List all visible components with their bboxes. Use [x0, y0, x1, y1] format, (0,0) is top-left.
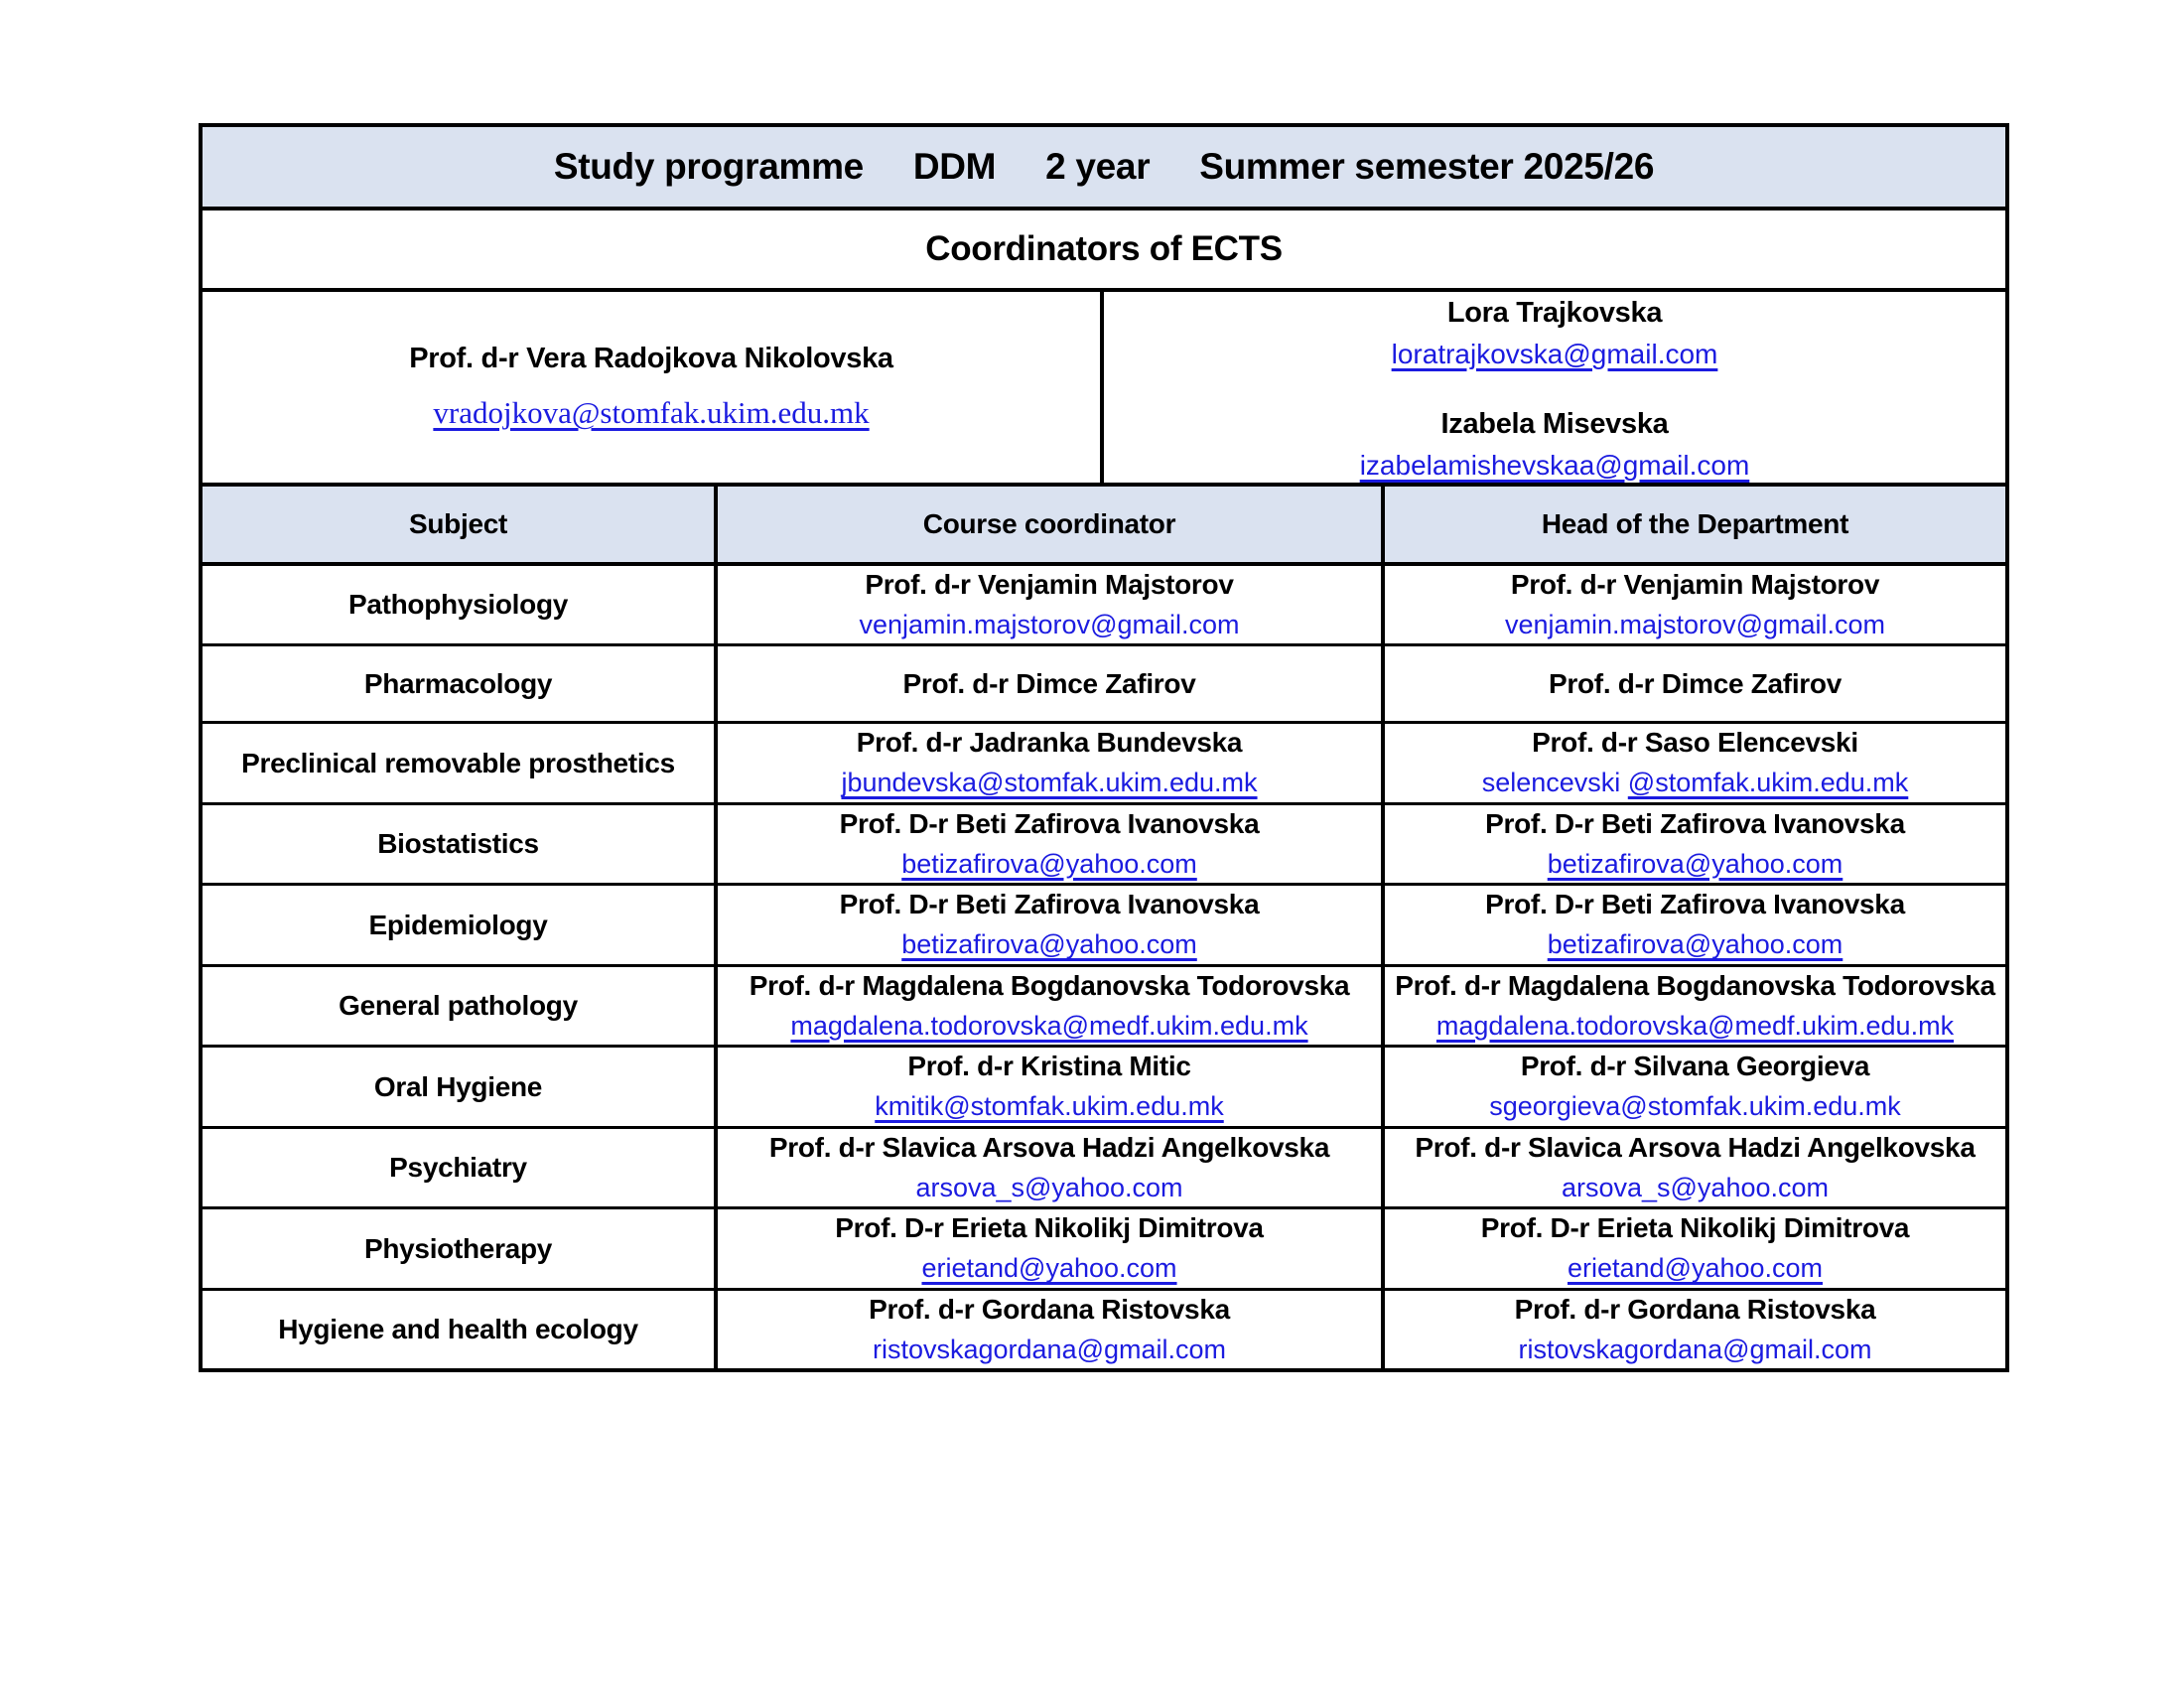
ects-coordinator-left-cell	[203, 292, 1104, 483]
person-name: Prof. d-r Dimce Zafirov	[902, 667, 1196, 699]
email-link[interactable]	[859, 611, 1239, 640]
email-text[interactable]: magdalena.todorovska@medf.ukim.edu.mk	[790, 1010, 1308, 1041]
coordinator-cell	[714, 566, 1381, 643]
email-link[interactable]: vradojkova@stomfak.ukim.edu.mk	[433, 395, 870, 431]
coordinator-name: Prof. d-r Vera Radojkova Nikolovska	[409, 343, 893, 375]
email-link[interactable]	[1505, 611, 1885, 640]
column-header-course-coordinator: Course coordinator	[714, 487, 1381, 562]
table-row	[203, 805, 2005, 886]
email-link[interactable]	[1548, 850, 1843, 880]
head-cell	[1381, 805, 2005, 883]
subject-cell: Pathophysiology	[347, 589, 569, 621]
person-name: Prof. d-r Gordana Ristovska	[1514, 1293, 1876, 1325]
email-link[interactable]	[873, 1336, 1226, 1365]
email-text[interactable]: erietand@yahoo.com	[921, 1253, 1177, 1284]
email-text[interactable]: venjamin.majstorov@gmail.com	[859, 609, 1240, 639]
person-name: Prof. D-r Beti Zafirova Ivanovska	[1485, 889, 1905, 920]
email-text[interactable]: venjamin.majstorov@gmail.com	[1504, 609, 1886, 639]
coordinator-cell	[714, 967, 1381, 1045]
email-link[interactable]	[1562, 1174, 1829, 1203]
table-row	[203, 886, 2005, 966]
subject-cell: Oral Hygiene	[373, 1070, 543, 1102]
coordinator-cell	[714, 1048, 1381, 1125]
email-link[interactable]	[901, 850, 1197, 880]
head-cell	[1381, 886, 2005, 963]
email-link[interactable]	[875, 1092, 1223, 1122]
table-header-row	[203, 487, 2005, 566]
email-link[interactable]	[915, 1174, 1182, 1203]
email-link[interactable]	[1548, 930, 1843, 960]
email-text[interactable]: kmitik@stomfak.ukim.edu.mk	[875, 1091, 1224, 1122]
person-name: Prof. d-r Slavica Arsova Hadzi Angelkovska	[768, 1131, 1330, 1163]
person-name: Prof. D-r Beti Zafirova Ivanovska	[839, 889, 1260, 920]
person-name: Prof. d-r Silvana Georgieva	[1520, 1051, 1870, 1082]
table-row	[203, 1209, 2005, 1290]
coordinator-cell	[714, 724, 1381, 801]
person-name: Prof. d-r Jadranka Bundevska	[856, 727, 1243, 759]
person-name: Prof. d-r Dimce Zafirov	[1549, 667, 1842, 699]
email-prefix: selencevski	[1481, 768, 1628, 798]
person-name: Prof. D-r Beti Zafirova Ivanovska	[839, 807, 1260, 839]
person-name: Prof. d-r Saso Elencevski	[1532, 727, 1858, 759]
person-name: Prof. d-r Magdalena Bogdanovska Todorovska	[749, 969, 1350, 1001]
head-cell	[1381, 724, 2005, 801]
email-text[interactable]: betizafirova@yahoo.com	[901, 929, 1197, 960]
subject-cell: General pathology	[339, 990, 578, 1022]
person-name: Prof. d-r Gordana Ristovska	[869, 1293, 1230, 1325]
head-cell	[1381, 566, 2005, 643]
head-cell	[1381, 1209, 2005, 1287]
person-name: Prof. d-r Venjamin Majstorov	[865, 569, 1234, 600]
coordinator-cell	[714, 646, 1381, 721]
email-text[interactable]: betizafirova@yahoo.com	[1547, 848, 1843, 879]
table-row	[203, 1291, 2005, 1368]
ects-coordinators-row	[203, 292, 2005, 487]
table-row	[203, 1048, 2005, 1128]
person-name: Prof. d-r Slavica Arsova Hadzi Angelkovska	[1415, 1131, 1976, 1163]
subject-cell: Physiotherapy	[363, 1232, 553, 1264]
coordinator-cell	[714, 1209, 1381, 1287]
email-link[interactable]	[841, 769, 1257, 798]
person-name: Prof. d-r Kristina Mitic	[907, 1051, 1191, 1082]
coordinator-cell	[714, 805, 1381, 883]
person-name: Prof. D-r Erieta Nikolikj Dimitrova	[1480, 1212, 1910, 1244]
email-link[interactable]	[1482, 769, 1909, 798]
table-row	[203, 1129, 2005, 1209]
person-name: Prof. D-r Erieta Nikolikj Dimitrova	[835, 1212, 1264, 1244]
study-programme-document	[199, 123, 2009, 1372]
page-title: Study programme DDM 2 year Summer semester 2025/26	[553, 146, 1655, 187]
email-link[interactable]	[921, 1254, 1176, 1284]
email-text[interactable]: betizafirova@yahoo.com	[901, 848, 1197, 879]
coordinator-cell	[714, 886, 1381, 963]
coordinator-name: Lora Trajkovska	[1446, 297, 1663, 329]
column-header-subject: Subject	[408, 508, 508, 539]
email-text[interactable]: @stomfak.ukim.edu.mk	[1627, 768, 1909, 798]
email-text[interactable]: jbundevska@stomfak.ukim.edu.mk	[841, 768, 1258, 798]
person-name: Prof. d-r Venjamin Majstorov	[1510, 569, 1880, 600]
email-link[interactable]	[1518, 1336, 1871, 1365]
person-name: Prof. d-r Magdalena Bogdanovska Todorovska	[1395, 969, 1995, 1001]
table-row	[203, 724, 2005, 804]
table-row	[203, 646, 2005, 724]
coordinator-cell	[714, 1291, 1381, 1368]
subtitle: Coordinators of ECTS	[925, 229, 1283, 268]
head-cell	[1381, 1048, 2005, 1125]
head-cell	[1381, 1129, 2005, 1206]
email-text[interactable]: ristovskagordana@gmail.com	[872, 1334, 1227, 1364]
email-link[interactable]	[901, 930, 1197, 960]
email-link[interactable]	[1568, 1254, 1823, 1284]
table-body	[203, 566, 2005, 1368]
subject-cell: Epidemiology	[368, 909, 548, 940]
head-cell	[1381, 967, 2005, 1045]
table-row	[203, 566, 2005, 646]
email-text[interactable]: betizafirova@yahoo.com	[1547, 929, 1843, 960]
person-name: Prof. D-r Beti Zafirova Ivanovska	[1485, 807, 1905, 839]
subject-cell: Pharmacology	[363, 667, 553, 699]
coordinator-name: Izabela Misevska	[1440, 408, 1669, 441]
ects-coordinator-right-cell	[1104, 292, 2005, 483]
subject-cell: Hygiene and health ecology	[278, 1314, 638, 1345]
email-link[interactable]: loratrajkovska@gmail.com	[1391, 338, 1718, 369]
head-cell	[1381, 1291, 2005, 1368]
head-cell	[1381, 646, 2005, 721]
email-text[interactable]: magdalena.todorovska@medf.ukim.edu.mk	[1435, 1010, 1955, 1041]
subject-cell: Preclinical removable prosthetics	[241, 747, 675, 778]
email-text[interactable]: arsova_s@yahoo.com	[915, 1172, 1183, 1202]
email-link[interactable]: izabelamishevskaa@gmail.com	[1359, 450, 1750, 481]
email-text[interactable]: arsova_s@yahoo.com	[1561, 1172, 1830, 1202]
title-banner	[203, 127, 2005, 211]
email-text[interactable]: sgeorgieva@stomfak.ukim.edu.mk	[1489, 1091, 1901, 1122]
coordinator-cell	[714, 1129, 1381, 1206]
subject-cell: Biostatistics	[377, 828, 539, 860]
email-text[interactable]: erietand@yahoo.com	[1567, 1253, 1824, 1284]
table-row	[203, 967, 2005, 1048]
subtitle-banner	[203, 211, 2005, 292]
subject-cell: Psychiatry	[389, 1152, 527, 1184]
email-link[interactable]	[790, 1012, 1307, 1042]
email-text[interactable]: ristovskagordana@gmail.com	[1518, 1334, 1872, 1364]
email-link[interactable]	[1436, 1012, 1954, 1042]
email-link[interactable]	[1489, 1092, 1901, 1122]
column-header-head-of-department: Head of the Department	[1381, 487, 2005, 562]
